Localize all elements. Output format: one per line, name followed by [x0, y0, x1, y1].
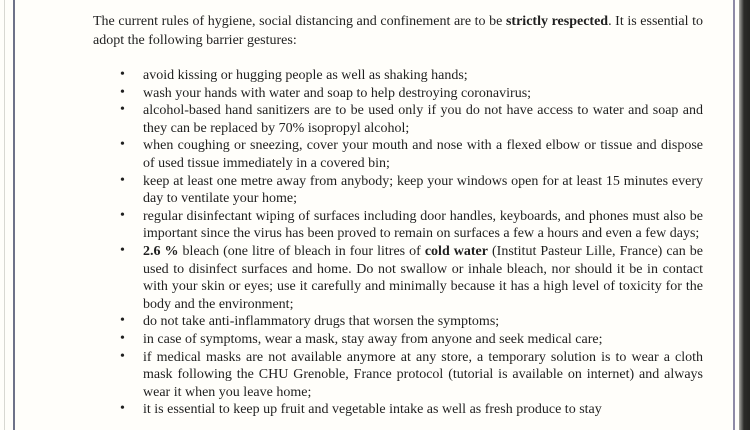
- list-item-text: [143, 86, 531, 101]
- page-edge-shadow-right: [739, 0, 750, 430]
- bullet-icon: •: [120, 401, 125, 417]
- list-item-text: [143, 138, 703, 171]
- bullet-icon: •: [120, 102, 125, 118]
- text-run: if medical masks are not available anymore at any store, a temporary solution is to wear a cloth mask following the CHU Grenoble, France protocol (tutorial is available on internet) and always wear it when you leave home;: [143, 349, 703, 400]
- list-item: [93, 102, 703, 137]
- bullet-icon: •: [120, 137, 125, 153]
- bullet-icon: •: [120, 330, 125, 346]
- text-run: The current rules of hygiene, social distancing and confinement are to be: [93, 14, 506, 29]
- list-item-text: [143, 209, 703, 242]
- page-border-right-inner: [733, 0, 735, 430]
- list-item: [93, 137, 703, 172]
- list-item-text: [143, 244, 703, 312]
- text-run: it is essential to keep up fruit and vegetable intake as well as fresh produce to stay: [143, 402, 602, 418]
- text-run: regular disinfectant wiping of surfaces including door handles, keyboards, and phones must also be important since the virus has been proved to remain on surfaces a few a hours and even a few days;: [143, 208, 703, 242]
- list-item-text: [143, 103, 703, 136]
- text-run: avoid kissing or hugging people as well as shaking hands;: [143, 68, 468, 83]
- intro-paragraph: [93, 12, 703, 50]
- bold-text-run: strictly respected: [505, 14, 609, 29]
- bullet-icon: •: [120, 313, 125, 329]
- text-run: in case of symptoms, wear a mask, stay away from anyone and seek medical care;: [143, 331, 603, 347]
- bullet-icon: •: [120, 348, 125, 364]
- list-item: [93, 208, 703, 243]
- text-run: wash your hands with water and soap to help destroying coronavirus;: [143, 85, 532, 101]
- bold-text-run: 2.6 %: [143, 243, 179, 259]
- list-item-text: [143, 350, 703, 400]
- text-run: do not take anti-inflammatory drugs that worsen the symptoms;: [143, 314, 500, 330]
- document-content: [93, 12, 703, 419]
- bullet-icon: •: [120, 84, 125, 100]
- text-run: . It is essential to adopt the following barrier gestures:: [93, 14, 703, 48]
- list-item-text: [143, 174, 703, 207]
- list-item: [93, 67, 703, 85]
- list-item: [93, 401, 703, 419]
- page-border-left-inner: [13, 0, 15, 430]
- list-item: [93, 313, 703, 331]
- text-run: when coughing or sneezing, cover your mouth and nose with a flexed elbow or tissue and dispose of used tissue immediately in a covered bin;: [143, 138, 703, 171]
- list-item: [93, 349, 703, 402]
- bullet-icon: •: [120, 67, 125, 82]
- list-item-text: [143, 68, 468, 83]
- list-item: [93, 173, 703, 208]
- bullet-icon: •: [120, 242, 125, 258]
- bold-text-run: cold water: [424, 243, 488, 259]
- text-run: bleach (one litre of bleach in four litres of: [178, 243, 425, 259]
- page-border-left-outer: [4, 0, 5, 430]
- list-item-text: [143, 402, 602, 417]
- list-item: [93, 331, 703, 349]
- text-run: keep at least one metre away from anybody; keep your windows open for at least 15 minutes every day to ventilate your home;: [143, 173, 703, 207]
- bullet-icon: •: [120, 207, 125, 223]
- list-item-text: [143, 314, 499, 329]
- list-item: [93, 243, 703, 313]
- barrier-gestures-list: [93, 67, 703, 419]
- list-item-text: [143, 332, 603, 347]
- list-item: [93, 85, 703, 103]
- bullet-icon: •: [120, 172, 125, 188]
- text-run: (Institut Pasteur Lille, France) can be used to disinfect surfaces and home. Do not swallow or inhale bleach, nor should it be in contact with your skin or eyes; use it carefully and minimally because it has a high level of toxicity for the body and the environment;: [143, 243, 704, 312]
- text-run: alcohol-based hand sanitizers are to be used only if you do not have access to water and soap and they can be replaced by 70% isopropyl alcohol;: [143, 103, 703, 136]
